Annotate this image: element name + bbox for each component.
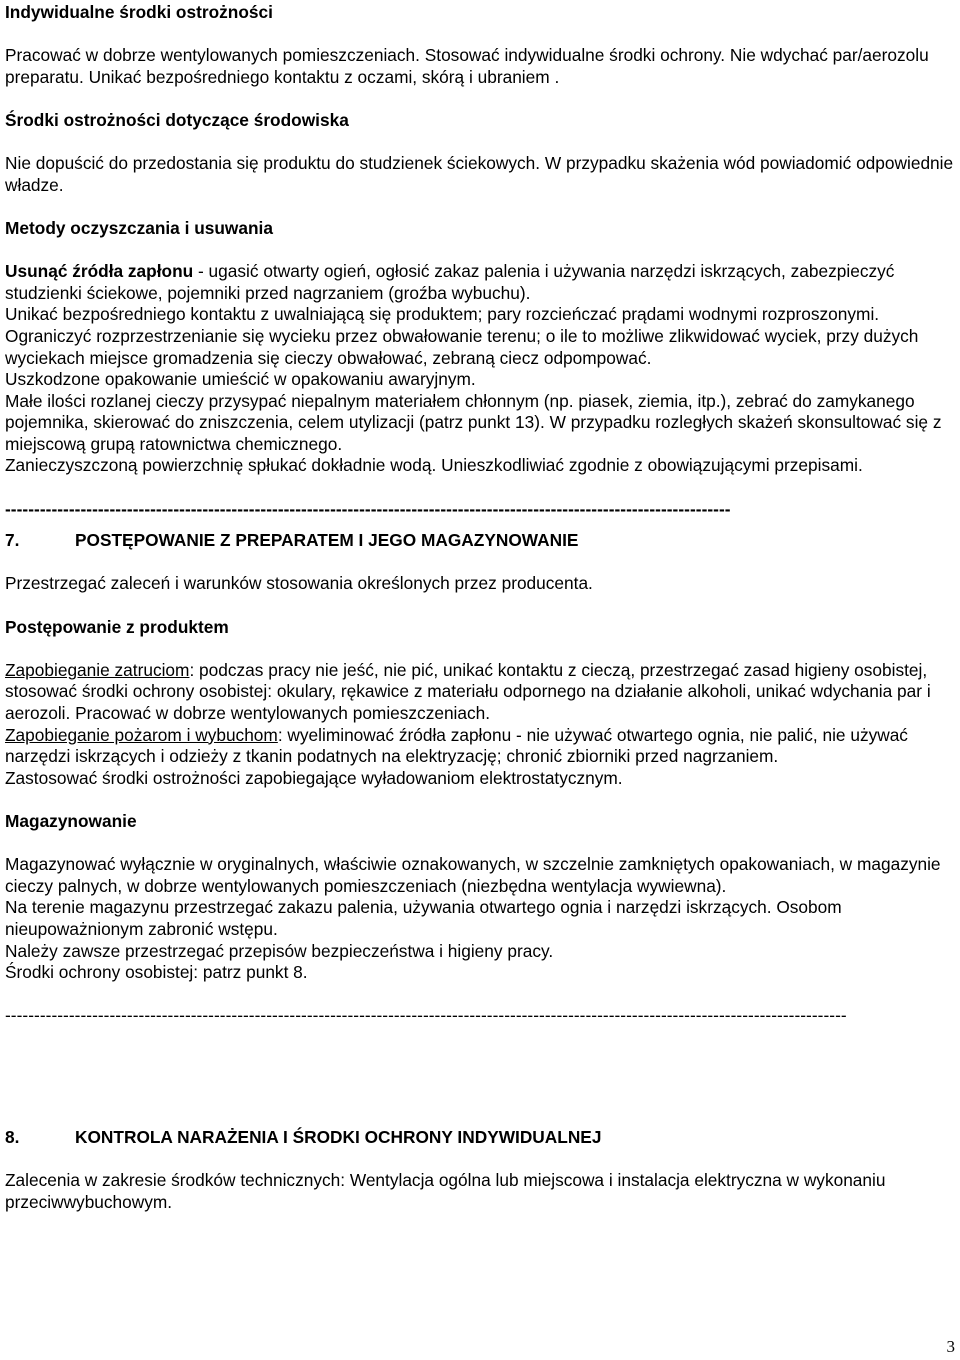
section-heading-environment: Środki ostrożności dotyczące środowiska <box>5 109 349 130</box>
poisoning-prevention-label: Zapobieganie zatruciom <box>5 659 190 680</box>
ignition-sources-label: Usunąć źródła zapłonu <box>5 261 194 282</box>
section-8-title <box>5 1127 958 1149</box>
storage-paragraph-4: Środki ochrony osobistej: patrz punkt 8. <box>5 962 308 983</box>
precautions-text: Pracować w dobrze wentylowanych pomieszczeniach. Stosować indywidualne środki ochrony. Nie wdychać par/aerozolu preparatu. Unikać bezpośredniego kontaktu z oczami, skórą i ubraniem . <box>5 45 929 87</box>
section-7-title <box>5 530 958 552</box>
section-separator: ------------------------------------------------------------------------------------------------------------------------------------------------- <box>5 1005 847 1026</box>
section-8-text: Zalecenia w zakresie środków technicznych: Wentylacja ogólna lub miejscowa i instalacja elektryczna w wykonaniu przeciwwybuchowym. <box>5 1170 886 1212</box>
section-8-number: 8. <box>5 1126 20 1147</box>
static-prevention-text: Zastosować środki ostrożności zapobiegające wyładowaniom elektrostatycznym. <box>5 767 623 788</box>
storage-paragraph-3: Należy zawsze przestrzegać przepisów bezpieczeństwa i higieny pracy. <box>5 940 554 961</box>
section-8-title-text: KONTROLA NARAŻENIA I ŚRODKI OCHRONY INDYWIDUALNEJ <box>75 1126 602 1147</box>
cleanup-paragraph-1 <box>5 261 958 304</box>
handling-heading: Postępowanie z produktem <box>5 616 229 637</box>
document-page <box>5 2 958 1213</box>
page-number: 3 <box>946 1337 955 1357</box>
environment-text: Nie dopuścić do przedostania się produktu do studzienek ściekowych. W przypadku skażenia wód powiadomić odpowiednie władze. <box>5 153 954 195</box>
poisoning-prevention-text: : podczas pracy nie jeść, nie pić, unikać kontaktu z cieczą, przestrzegać zasad higieny osobistej, stosować środki ochrony osobistej: okulary, rękawice z materiału odpornego na działanie alkoholi, unikać wdychania par i aerozoli. Pracować w dobrze wentylowanych pomieszczeniach. <box>5 659 931 723</box>
section-heading-cleanup: Metody oczyszczania i usuwania <box>5 217 273 238</box>
storage-heading: Magazynowanie <box>5 810 137 831</box>
poisoning-prevention-paragraph <box>5 660 958 725</box>
section-7-number: 7. <box>5 530 20 551</box>
section-7-title-text: POSTĘPOWANIE Z PREPARATEM I JEGO MAGAZYNOWANIE <box>75 530 579 551</box>
ignition-sources-text: - ugasić otwarty ogień, ogłosić zakaz palenia i używania narzędzi iskrzących, zabezpieczyć studzienki ściekowe, pojemniki przed nagrzaniem (groźba wybuchu). <box>5 261 895 303</box>
cleanup-paragraph-3: Ograniczyć rozprzestrzenianie się wycieku przez obwałowanie terenu; o ile to możliwe zlikwidować wyciek, przy dużych wyciekach miejsce gromadzenia się cieczy obwałować, zebraną ciecz odpompować. <box>5 325 919 368</box>
fire-prevention-text: : wyeliminować źródła zapłonu - nie używać otwartego ognia, nie palić, nie używać narzędzi iskrzących i odzieży z tkanin podatnych na elektryzację; chronić zbiorniki przed nagrzaniem. <box>5 724 908 767</box>
storage-paragraph-2: Na terenie magazynu przestrzegać zakazu palenia, używania otwartego ognia i narzędzi iskrzących. Osobom nieupoważnionym zabronić wstępu. <box>5 897 842 939</box>
fire-prevention-label: Zapobieganie pożarom i wybuchom <box>5 724 278 745</box>
fire-prevention-paragraph <box>5 725 958 768</box>
section-heading-precautions: Indywidualne środki ostrożności <box>5 2 273 22</box>
cleanup-paragraph-2: Unikać bezpośredniego kontaktu z uwalniającą się produktem; pary rozcieńczać prądami wodnymi rozproszonymi. <box>5 304 880 325</box>
cleanup-paragraph-5: Małe ilości rozlanej cieczy przysypać niepalnym materiałem chłonnym (np. piasek, ziemia, itp.), zebrać do zamykanego pojemnika, skierować do zniszczenia, celem utylizacji (patrz punkt 13). W przypadku rozległych skażeń skonsultować się z miejscową grupą ratownictwa chemicznego. <box>5 390 942 454</box>
storage-paragraph-1: Magazynować wyłącznie w oryginalnych, właściwie oznakowanych, w szczelnie zamkniętych opakowaniach, w magazynie cieczy palnych, w dobrze wentylowanych pomieszczeniach (niezbędna wentylacja wywiewna). <box>5 854 941 896</box>
cleanup-paragraph-4: Uszkodzone opakowanie umieścić w opakowaniu awaryjnym. <box>5 369 476 390</box>
section-7-intro: Przestrzegać zaleceń i warunków stosowania określonych przez producenta. <box>5 573 593 594</box>
cleanup-paragraph-6: Zanieczyszczoną powierzchnię spłukać dokładnie wodą. Unieszkodliwiać zgodnie z obowiązującymi przepisami. <box>5 455 863 476</box>
section-separator-bold: ----------------------------------------------------------------------------------------------------------------------------- <box>5 498 731 519</box>
